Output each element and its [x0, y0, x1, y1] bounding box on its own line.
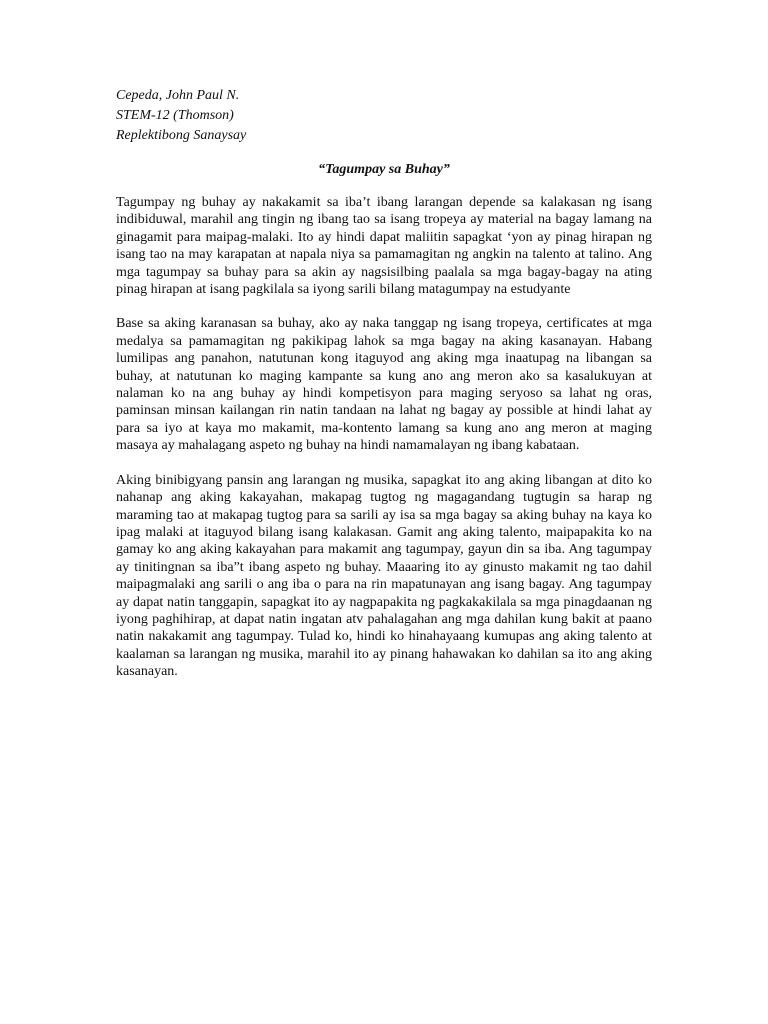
paragraph-2: Base sa aking karanasan sa buhay, ako ay naka tanggap ng isang tropeya, certificates at mga medalya sa pamamagitan ng pakikipag lahok sa mga bagay na aking kasanayan. Habang lumilipas ang panahon, natutunan kong itaguyod ang aking mga inaatupag na libangan sa buhay, at natutunan ko maging kampante sa kung ano ang meron ako sa kasalukuyan at nalaman ko na ang buhay ay hindi kompetisyon para maging seryoso sa lahat ng oras, paminsan minsan kailangan rin natin tandaan na lahat ng bagay ay possible at hindi lahat ay para sa iyo at kaya mo makamit, ma-kontento lamang sa kung ano ang meron at maging masaya ay mahalagang aspeto ng buhay na hindi namamalayan ng ibang kabataan. [116, 316, 652, 454]
essay-title: “Tagumpay sa Buhay” [318, 162, 450, 177]
paragraph-3: Aking binibigyang pansin ang larangan ng musika, sapagkat ito ang aking libangan at dito ko nahanap ang aking kakayahan, makapag tugtog ng magagandang tugtugin sa harap ng maraming tao at makapag tugtog para sa sarili ay isa sa mga bagay sa aking buhay na kaya ko ipag malaki at itaguyod bilang isang kalakasan. Gamit ang aking talento, maipapakita ko na gamay ko ang aking kakayahan para makamit ang tagumpay, gayun din sa iba. Ang tagumpay ay tinitingnan sa iba”t ibang aspeto ng buhay. Maaaring ito ay ginusto makamit ng tao dahil maipagmalaki ang sarili o ang iba o para na rin mapatunayan ang isang bagay. Ang tagumpay ay dapat natin tanggapin, sapagkat ito ay nagpapakita ng pagkakakilala sa mga pinagdaanan ng iyong paghihirap, at dapat natin ingatan atv pahalagahan ang mga dahilan kung bakit at paano natin nakakamit ang tagumpay. Tulad ko, hindi ko hinahayaang kumupas ang aking talento at kaalaman sa larangan ng musika, marahil ito ay pinang hahawakan ko dahilan sa ito ang aking kasanayan. [116, 472, 652, 680]
document-type: Replektibong Sanaysay [116, 128, 247, 143]
paragraph-1: Tagumpay ng buhay ay nakakamit sa iba’t ibang larangan depende sa kalakasan ng isang indibiduwal, marahil ang tingin ng ibang tao sa isang tropeya ay material na bagay lamang na ginagamit para maipag-malaki. Ito ay hindi dapat maliitin sapagkat ‘yon ay pinag hirapan ng isang tao na may karapatan at napala niya sa pamamagitan ng angkin na talento at talino. Ang mga tagumpay sa buhay para sa akin ay nagsisilbing paalala sa mga bagay-bagay na ating pinag hirapan at isang pagkilala sa iyong sarili bilang matagumpay na estudyante [116, 195, 652, 298]
class-section: STEM-12 (Thomson) [116, 108, 234, 123]
essay-body [116, 194, 652, 681]
author-name: Cepeda, John Paul N. [116, 88, 240, 103]
document-header [116, 86, 652, 146]
